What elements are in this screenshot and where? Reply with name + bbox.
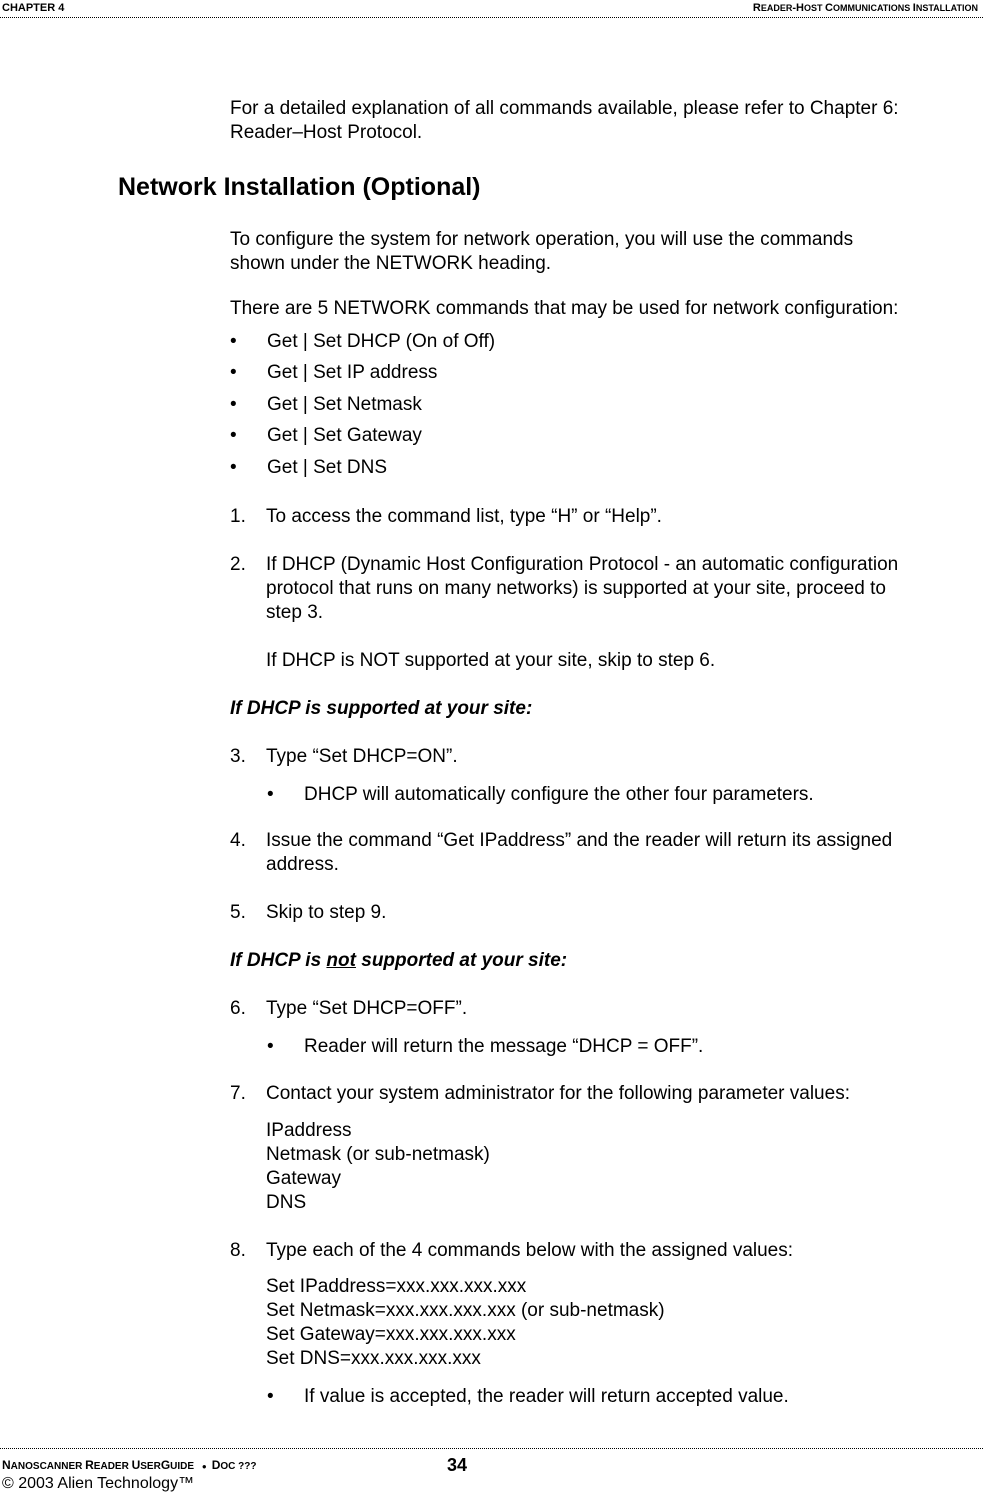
command-list <box>266 1275 665 1371</box>
bullet-icon: • <box>230 394 237 415</box>
bullet-icon: • <box>230 425 237 446</box>
list-item: DNS <box>266 1192 307 1213</box>
page-number: 34 <box>447 1455 468 1475</box>
bullet-icon: • <box>230 457 237 478</box>
commands-intro: There are 5 NETWORK commands that may be used for network configuration: <box>230 298 899 319</box>
bullet-icon: • <box>230 331 237 352</box>
running-header-chapter: CHAPTER 4 <box>2 2 65 14</box>
bullet-icon: • <box>267 1036 274 1057</box>
list-item: Set DNS=xxx.xxx.xxx.xxx <box>266 1348 481 1369</box>
bullet-icon: • <box>267 784 274 805</box>
list-item: Netmask (or sub-netmask) <box>266 1144 490 1165</box>
list-item: Set IPaddress=xxx.xxx.xxx.xxx <box>266 1276 527 1297</box>
footer-document-title: NANOSCANNER READER USERGUIDE ● DOC ??? <box>2 1458 257 1472</box>
bullet-icon: • <box>267 1386 274 1407</box>
dhcp-supported-heading: If DHCP is supported at your site: <box>230 698 533 719</box>
footer-divider <box>0 1448 983 1449</box>
copyright: © 2003 Alien Technology™ <box>2 1475 195 1492</box>
separator-icon: ● <box>201 1462 207 1471</box>
parameter-list <box>266 1119 490 1215</box>
list-item: Set Netmask=xxx.xxx.xxx.xxx (or sub-netmask) <box>266 1300 665 1321</box>
header-divider <box>0 17 983 18</box>
intro-paragraph: For a detailed explanation of all commands available, please refer to Chapter 6: Reader–Host Protocol. <box>230 98 899 143</box>
list-item: IPaddress <box>266 1120 352 1141</box>
list-item: Gateway <box>266 1168 341 1189</box>
step-2-note: If DHCP is NOT supported at your site, skip to step 6. <box>266 650 716 671</box>
running-header-title: READER-HOST COMMUNICATIONS INSTALLATION <box>752 2 978 14</box>
dhcp-not-supported-heading: If DHCP is not supported at your site: <box>230 950 568 971</box>
section-title: Network Installation (Optional) <box>118 173 481 201</box>
config-paragraph: To configure the system for network operation, you will use the commands shown under the NETWORK heading. <box>230 229 854 274</box>
bullet-icon: • <box>230 362 237 383</box>
list-item: Set Gateway=xxx.xxx.xxx.xxx <box>266 1324 516 1345</box>
